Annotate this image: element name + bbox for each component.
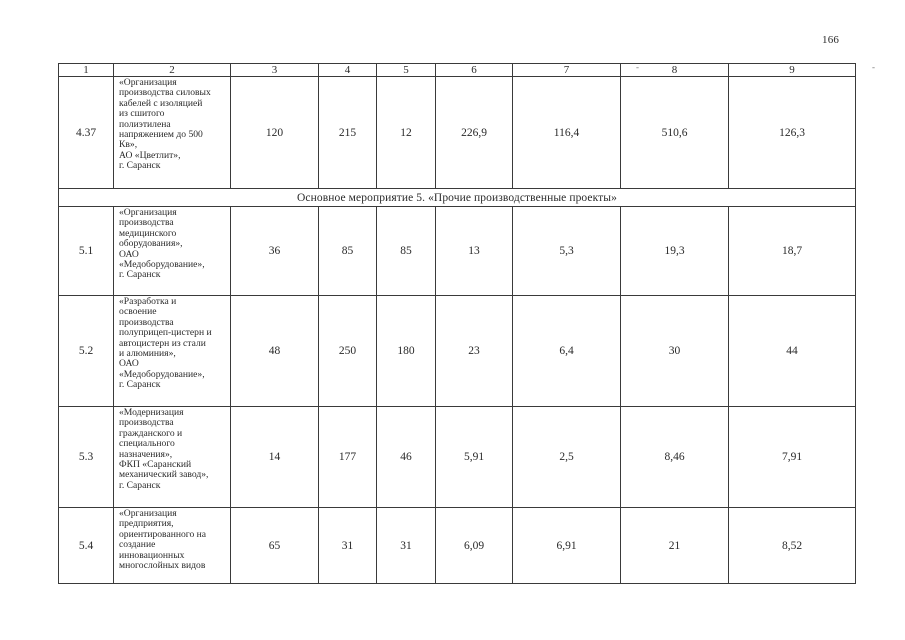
value-cell: 180: [377, 296, 436, 407]
row-id: 5.4: [59, 508, 114, 584]
value-cell: 126,3: [729, 77, 856, 189]
value-cell: 12: [377, 77, 436, 189]
column-header: 1: [59, 64, 114, 77]
value-cell: 215: [319, 77, 377, 189]
scan-mark: -: [636, 62, 639, 72]
header-row: [59, 64, 856, 77]
column-header: 8: [621, 64, 729, 77]
value-cell: 177: [319, 407, 377, 508]
value-cell: 250: [319, 296, 377, 407]
page-number: 166: [822, 34, 840, 46]
table-row: [59, 407, 856, 508]
scan-mark: -: [872, 62, 875, 72]
value-cell: 6,09: [436, 508, 513, 584]
row-id: 5.1: [59, 207, 114, 296]
table-row: [59, 508, 856, 584]
column-header: 6: [436, 64, 513, 77]
value-cell: 18,7: [729, 207, 856, 296]
value-cell: 31: [377, 508, 436, 584]
row-description: «Организация предприятия, ориентированного на создание инновационных многослойных видов: [114, 508, 231, 584]
value-cell: 19,3: [621, 207, 729, 296]
row-description: «Разработка и освоение производства полуприцеп-цистерн и автоцистерн из стали и алюминия», ОАО «Медоборудование», г. Саранск: [114, 296, 231, 407]
table-row: [59, 207, 856, 296]
data-table: [58, 63, 856, 584]
value-cell: 85: [319, 207, 377, 296]
column-header: 3: [231, 64, 319, 77]
value-cell: 30: [621, 296, 729, 407]
value-cell: 31: [319, 508, 377, 584]
row-description: «Организация производства силовых кабелей с изоляцией из сшитого полиэтилена напряжением до 500 Кв», АО «Цветлит», г. Саранск: [114, 77, 231, 189]
value-cell: 8,46: [621, 407, 729, 508]
row-description: «Модернизация производства гражданского и специального назначения», ФКП «Саранский механический завод», г. Саранск: [114, 407, 231, 508]
row-id: 5.3: [59, 407, 114, 508]
value-cell: 116,4: [513, 77, 621, 189]
value-cell: 65: [231, 508, 319, 584]
value-cell: 226,9: [436, 77, 513, 189]
value-cell: 5,3: [513, 207, 621, 296]
section-row: [59, 189, 856, 207]
section-title: Основное мероприятие 5. «Прочие производственные проекты»: [59, 189, 856, 207]
value-cell: 44: [729, 296, 856, 407]
value-cell: 36: [231, 207, 319, 296]
column-header: 4: [319, 64, 377, 77]
value-cell: 6,91: [513, 508, 621, 584]
value-cell: 46: [377, 407, 436, 508]
value-cell: 2,5: [513, 407, 621, 508]
column-header: 2: [114, 64, 231, 77]
column-header: 7: [513, 64, 621, 77]
value-cell: 21: [621, 508, 729, 584]
value-cell: 6,4: [513, 296, 621, 407]
column-header: 5: [377, 64, 436, 77]
value-cell: 5,91: [436, 407, 513, 508]
row-id: 5.2: [59, 296, 114, 407]
value-cell: 7,91: [729, 407, 856, 508]
value-cell: 120: [231, 77, 319, 189]
row-description: «Организация производства медицинского оборудования», ОАО «Медоборудование», г. Саранск: [114, 207, 231, 296]
value-cell: 510,6: [621, 77, 729, 189]
column-header: 9: [729, 64, 856, 77]
value-cell: 48: [231, 296, 319, 407]
table-row: [59, 296, 856, 407]
value-cell: 14: [231, 407, 319, 508]
table-row: [59, 77, 856, 189]
value-cell: 13: [436, 207, 513, 296]
row-id: 4.37: [59, 77, 114, 189]
value-cell: 8,52: [729, 508, 856, 584]
value-cell: 85: [377, 207, 436, 296]
value-cell: 23: [436, 296, 513, 407]
